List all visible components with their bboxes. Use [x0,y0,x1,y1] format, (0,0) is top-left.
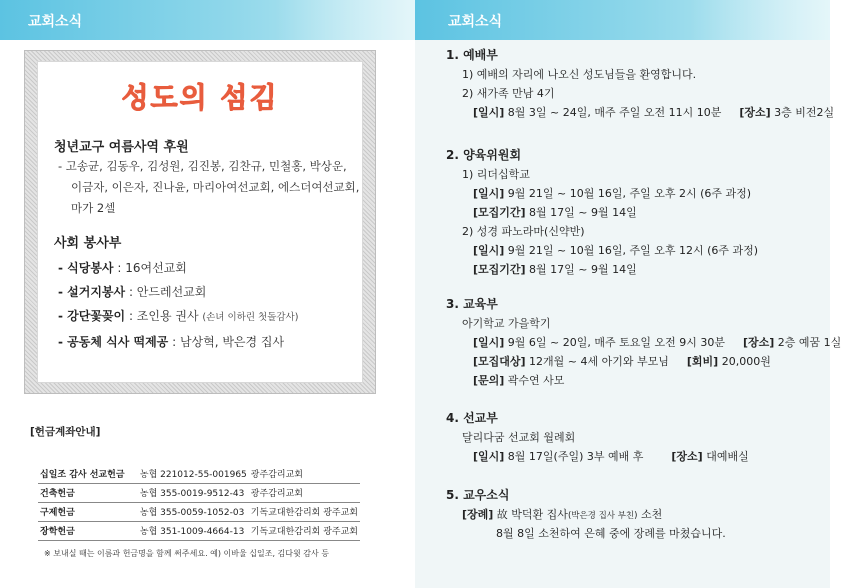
service-item: - 설거지봉사 : 안드레선교회 [58,285,207,299]
section-mission: 4. 선교부 달리다굼 선교회 월례회 [일시] 8월 17일(주일) 3부 예배 후 [장소] 대예배실 [446,411,749,463]
youth-line-2: 이금자, 이은자, 진나윤, 마리아여선교회, 에스더여선교회, [71,180,360,194]
section-worship: 1. 예배부 1) 예배의 자리에 나오신 성도님들을 환영합니다. 2) 새가족 만남 4기 [일시] 8월 3일 ~ 24일, 매주 주일 오전 11시 10분 [장소] 3층 비전2실 [446,48,835,119]
board-title: 성도의 섬김 [121,81,279,114]
service-item: - 식당봉사 : 16여선교회 [58,261,187,275]
service-item: - 강단꽃꽂이 : 조인용 권사 (손녀 이하린 첫돌감사) [58,309,299,323]
right-header-title: 교회소식 [448,14,503,30]
section-member-news: 5. 교우소식 [장례] 故 박덕환 집사(박은경 집사 부친) 소천 8월 8일 소천하여 은혜 중에 장례를 마쳤습니다. [446,488,726,540]
table-row: 십일조 감사 선교헌금 농협 221012-55-001965 광주감리교회 [38,464,360,483]
left-page [0,0,415,588]
left-header [0,0,415,40]
section-education: 3. 교육부 아기학교 가을학기 [일시] 9월 6일 ~ 20일, 매주 토요일 오전 9시 30분 [장소] 2층 예꿈 1실 [모집대상] 12개월 ~ 4세 아기와 부모님 [회비] 20,000원 [문의] 곽수연 사모 [446,297,841,387]
table-row: 장학헌금 농협 351-1009-4664-13 기독교대한감리회 광주교회 [38,521,360,540]
table-row: 구제헌금 농협 355-0059-1052-03 기독교대한감리회 광주교회 [38,502,360,521]
section-nurture: 2. 양육위원회 1) 리더십학교 [일시] 9월 21일 ~ 10월 16일, 주일 오후 2시 (6주 과정) [모집기간] 8월 17일 ~ 9월 14일 2) 성경 파노라마(신약반) [일시] 9월 21일 ~ 10월 16일, 주일 오후 12시 (6주 과정) [모집기간] 8월 17일 ~ 9월 14일 [446,148,759,276]
social-section-title: 사회 봉사부 [54,236,122,251]
section-title: 1. 예배부 [446,48,498,62]
right-page [415,0,841,588]
section-title: 2. 양육위원회 [446,148,522,162]
youth-line-1: - 고송균, 김동우, 김성원, 김진봉, 김찬규, 민철홍, 박상운, [58,159,347,173]
left-header-title: 교회소식 [28,14,83,30]
table-row: 건축헌금 농협 355-0019-9512-43 광주감리교회 [38,483,360,502]
section-title: 4. 선교부 [446,411,498,425]
youth-section-title: 청년교구 여름사역 후원 [54,140,189,155]
right-header [415,0,830,40]
account-table [38,464,360,541]
social-service-list [58,256,298,354]
account-note: ※ 보내실 때는 이름과 헌금명을 함께 써주세요. 예) 이바울 십일조, 김다윗 감사 등 [44,549,329,558]
bulletin-board-inner [37,61,363,383]
section-title: 3. 교육부 [446,297,498,311]
youth-sponsor-list [58,156,358,219]
account-info-title: [헌금계좌안내] [30,426,101,438]
service-item: - 공동체 식사 떡제공 : 남상혁, 박은경 집사 [58,335,285,349]
bulletin-board [24,50,376,394]
section-title: 5. 교우소식 [446,488,510,502]
youth-line-3: 마가 2셀 [71,201,116,215]
